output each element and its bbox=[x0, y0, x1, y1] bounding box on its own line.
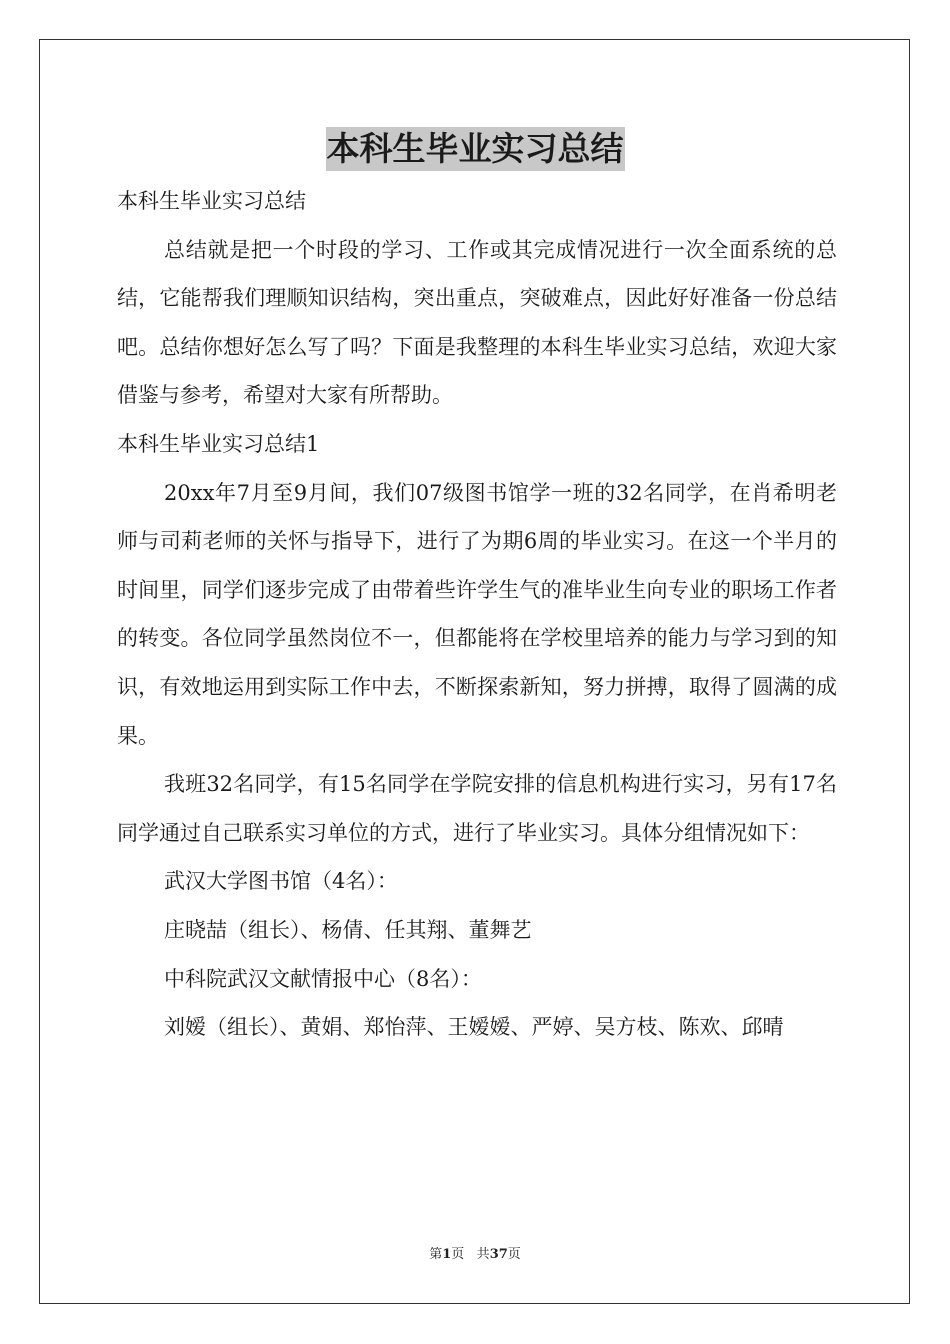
title-container bbox=[0, 127, 950, 171]
body-paragraph: 我班32名同学，有15名同学在学院安排的信息机构进行实习，另有17名同学通过自己联系实习单位的方式，进行了毕业实习。具体分组情况如下： bbox=[117, 772, 837, 845]
subtitle-paragraph: 本科生毕业实习总结 bbox=[117, 189, 306, 213]
page-number: 1 bbox=[442, 1247, 452, 1262]
page-label-prefix: 第 bbox=[429, 1247, 443, 1262]
document-title: 本科生毕业实习总结 bbox=[326, 127, 625, 171]
total-label-suffix: 页 bbox=[507, 1247, 521, 1262]
document-body bbox=[117, 177, 837, 1052]
group-heading: 武汉大学图书馆（4名）： bbox=[164, 869, 398, 894]
section-heading: 本科生毕业实习总结1 bbox=[117, 431, 320, 456]
body-paragraph: 20xx年7月至9月间，我们07级图书馆学一班的32名同学，在肖希明老师与司莉老师的关怀与指导下，进行了为期6周的毕业实习。在这一个半月的时间里，同学们逐步完成了由带着些许学生气的准毕业生向专业的职场工作者的转变。各位同学虽然岗位不一，但都能将在学校里培养的能力与学习到的知识，有效地运用到实际工作中去，不断探索新知，努力拼搏，取得了圆满的成果。 bbox=[117, 480, 837, 748]
page-label-suffix: 页 bbox=[451, 1247, 465, 1262]
page-footer bbox=[0, 1246, 950, 1264]
group-members: 庄晓喆（组长）、杨倩、任其翔、董舞艺 bbox=[164, 917, 532, 942]
group-heading: 中科院武汉文献情报中心（8名）： bbox=[164, 966, 482, 991]
group-members: 刘嫒（组长）、黄娟、郑怡萍、王嫒嫒、严婷、吴方枝、陈欢、邱晴 bbox=[164, 1015, 784, 1040]
total-pages: 37 bbox=[489, 1247, 508, 1262]
total-label-prefix: 共 bbox=[476, 1247, 490, 1262]
intro-paragraph: 总结就是把一个时段的学习、工作或其完成情况进行一次全面系统的总结，它能帮我们理顺知识结构，突出重点，突破难点，因此好好准备一份总结吧。总结你想好怎么写了吗？下面是我整理的本科生毕业实习总结，欢迎大家借鉴与参考，希望对大家有所帮助。 bbox=[117, 237, 837, 408]
